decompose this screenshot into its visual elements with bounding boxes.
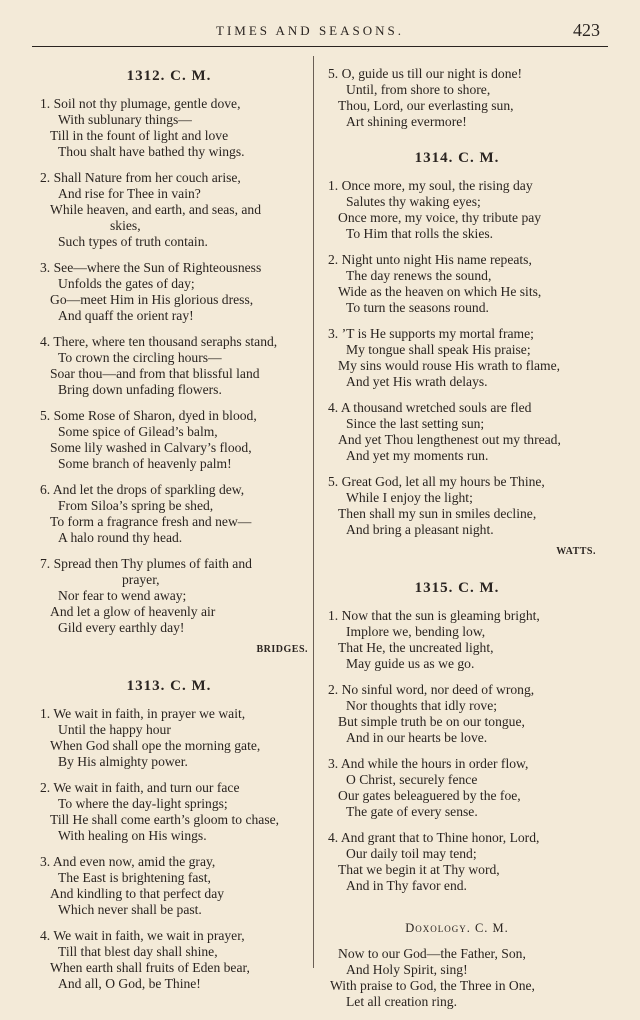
verse-line: Until, from shore to shore, bbox=[346, 82, 491, 97]
stanza bbox=[318, 252, 596, 316]
verse-line: Gild every earthly day! bbox=[58, 620, 185, 635]
verse-line: Till in the fount of light and love bbox=[50, 128, 229, 143]
verse-line: Salutes thy waking eyes; bbox=[346, 194, 481, 209]
verse-line: The gate of every sense. bbox=[346, 804, 478, 819]
verse-line: To crown the circling hours— bbox=[58, 350, 222, 365]
verse-line: 1. Now that the sun is gleaming bright, bbox=[328, 608, 540, 623]
verse-line: To where the day-light springs; bbox=[58, 796, 228, 811]
verse-line: Till that blest day shall shine, bbox=[58, 944, 218, 959]
verse-line: 4. We wait in faith, we wait in prayer, bbox=[40, 928, 245, 943]
verse-line: 4. A thousand wretched souls are fled bbox=[328, 400, 532, 415]
stanza bbox=[30, 556, 308, 636]
verse-line: And kindling to that perfect day bbox=[50, 886, 225, 901]
stanza bbox=[30, 928, 308, 992]
verse-line: When God shall ope the morning gate, bbox=[50, 738, 261, 753]
verse-line: skies, bbox=[110, 218, 141, 233]
verse-line: Let all creation ring. bbox=[346, 994, 457, 1009]
verse-line: 4. There, where ten thousand seraphs stand, bbox=[40, 334, 278, 349]
verse-line: Thou, Lord, our everlasting sun, bbox=[338, 98, 514, 113]
verse-line: That we begin it at Thy word, bbox=[338, 862, 500, 877]
stanza bbox=[30, 706, 308, 770]
left-column bbox=[30, 58, 308, 1002]
stanza bbox=[318, 608, 596, 672]
stanza bbox=[30, 334, 308, 398]
stanza bbox=[318, 66, 596, 130]
verse-line: Some lily washed in Calvary’s flood, bbox=[50, 440, 252, 455]
verse-line: And yet Thou lengthenest out my thread, bbox=[338, 432, 561, 447]
right-column bbox=[318, 58, 596, 1020]
verse-line: But simple truth be on our tongue, bbox=[338, 714, 525, 729]
verse-line: Our gates beleaguered by the foe, bbox=[338, 788, 521, 803]
stanza bbox=[30, 408, 308, 472]
verse-line: Nor fear to wend away; bbox=[58, 588, 187, 603]
verse-line: Till He shall come earth’s gloom to chase, bbox=[50, 812, 280, 827]
stanza bbox=[318, 178, 596, 242]
verse-line: Nor thoughts that idly rove; bbox=[346, 698, 498, 713]
verse-line: Implore we, bending low, bbox=[346, 624, 486, 639]
verse-line: 7. Spread then Thy plumes of faith and bbox=[40, 556, 252, 571]
verse-line: O Christ, securely fence bbox=[346, 772, 478, 787]
verse-line: When earth shall fruits of Eden bear, bbox=[50, 960, 250, 975]
verse-line: And Holy Spirit, sing! bbox=[346, 962, 468, 977]
verse-line: 2. Shall Nature from her couch arise, bbox=[40, 170, 241, 185]
verse-line: To Him that rolls the skies. bbox=[346, 226, 494, 241]
verse-line: And quaff the orient ray! bbox=[58, 308, 194, 323]
attribution-bridges: BRIDGES. bbox=[256, 644, 308, 655]
verse-line: 3. ’T is He supports my mortal frame; bbox=[328, 326, 534, 341]
verse-line: Some spice of Gilead’s balm, bbox=[58, 424, 218, 439]
verse-line: Since the last setting sun; bbox=[346, 416, 485, 431]
hymn-title-1315: 1315. C. M. bbox=[414, 580, 500, 596]
verse-line: From Siloa’s spring be shed, bbox=[58, 498, 214, 513]
verse-line: 5. O, guide us till our night is done! bbox=[328, 66, 523, 81]
verse-line: Thou shalt have bathed thy wings. bbox=[58, 144, 245, 159]
verse-line: Such types of truth contain. bbox=[58, 234, 208, 249]
verse-line: Then shall my sun in smiles decline, bbox=[338, 506, 537, 521]
verse-line: By His almighty power. bbox=[58, 754, 188, 769]
verse-line: The East is brightening fast, bbox=[58, 870, 211, 885]
verse-line: Which never shall be past. bbox=[58, 902, 202, 917]
verse-line: And let a glow of heavenly air bbox=[50, 604, 216, 619]
verse-line: Our daily toil may tend; bbox=[346, 846, 477, 861]
stanza bbox=[30, 854, 308, 918]
verse-line: Once more, my voice, thy tribute pay bbox=[338, 210, 542, 225]
verse-line: Until the happy hour bbox=[58, 722, 171, 737]
stanza bbox=[318, 830, 596, 894]
hymn-title-1313: 1313. C. M. bbox=[126, 678, 212, 694]
verse-line: 1. We wait in faith, in prayer we wait, bbox=[40, 706, 246, 721]
verse-line: Unfolds the gates of day; bbox=[58, 276, 195, 291]
verse-line: And in Thy favor end. bbox=[346, 878, 467, 893]
header-rule bbox=[32, 46, 608, 47]
stanza bbox=[30, 780, 308, 844]
hymn-title-1312: 1312. C. M. bbox=[126, 68, 212, 84]
verse-line: That He, the uncreated light, bbox=[338, 640, 494, 655]
stanza bbox=[318, 682, 596, 746]
verse-line: While heaven, and earth, and seas, and bbox=[50, 202, 261, 217]
verse-line: And bring a pleasant night. bbox=[346, 522, 494, 537]
verse-line: To form a fragrance fresh and new— bbox=[50, 514, 252, 529]
verse-line: My tongue shall speak His praise; bbox=[346, 342, 531, 357]
verse-line: And yet His wrath delays. bbox=[346, 374, 488, 389]
verse-line: 5. Great God, let all my hours be Thine, bbox=[328, 474, 545, 489]
column-divider bbox=[313, 56, 314, 968]
verse-line: And all, O God, be Thine! bbox=[58, 976, 201, 991]
verse-line: 2. We wait in faith, and turn our face bbox=[40, 780, 240, 795]
verse-line: My sins would rouse His wrath to flame, bbox=[338, 358, 561, 373]
attribution-watts: WATTS. bbox=[556, 546, 596, 557]
verse-line: 2. No sinful word, nor deed of wrong, bbox=[328, 682, 535, 697]
verse-line: With sublunary things— bbox=[58, 112, 192, 127]
stanza bbox=[318, 474, 596, 538]
verse-line: Now to our God—the Father, Son, bbox=[338, 946, 526, 961]
verse-line: 3. And even now, amid the gray, bbox=[40, 854, 216, 869]
verse-line: Bring down unfading flowers. bbox=[58, 382, 222, 397]
stanza bbox=[30, 96, 308, 160]
stanza bbox=[30, 170, 308, 250]
verse-line: 4. And grant that to Thine honor, Lord, bbox=[328, 830, 540, 845]
verse-line: 5. Some Rose of Sharon, dyed in blood, bbox=[40, 408, 257, 423]
verse-line: Art shining evermore! bbox=[346, 114, 467, 129]
page-number: 423 bbox=[573, 20, 600, 40]
page-header bbox=[0, 20, 640, 46]
doxology-stanza bbox=[318, 946, 596, 1010]
verse-line: With healing on His wings. bbox=[58, 828, 207, 843]
doxology-title: Doxology. C. M. bbox=[405, 921, 509, 935]
verse-line: prayer, bbox=[122, 572, 160, 587]
verse-line: And yet my moments run. bbox=[346, 448, 489, 463]
verse-line: With praise to God, the Three in One, bbox=[330, 978, 535, 993]
verse-line: Some branch of heavenly palm! bbox=[58, 456, 232, 471]
stanza bbox=[318, 400, 596, 464]
stanza bbox=[30, 260, 308, 324]
verse-line: The day renews the sound, bbox=[346, 268, 492, 283]
verse-line: A halo round thy head. bbox=[58, 530, 183, 545]
verse-line: 2. Night unto night His name repeats, bbox=[328, 252, 532, 267]
verse-line: 6. And let the drops of sparkling dew, bbox=[40, 482, 245, 497]
verse-line: While I enjoy the light; bbox=[346, 490, 473, 505]
verse-line: 1. Once more, my soul, the rising day bbox=[328, 178, 533, 193]
verse-line: May guide us as we go. bbox=[346, 656, 475, 671]
running-title: TIMES AND SEASONS. bbox=[216, 23, 404, 38]
verse-line: Go—meet Him in His glorious dress, bbox=[50, 292, 254, 307]
verse-line: 3. And while the hours in order flow, bbox=[328, 756, 529, 771]
stanza bbox=[30, 482, 308, 546]
verse-line: 1. Soil not thy plumage, gentle dove, bbox=[40, 96, 241, 111]
stanza bbox=[318, 756, 596, 820]
verse-line: And rise for Thee in vain? bbox=[58, 186, 201, 201]
stanza bbox=[318, 326, 596, 390]
verse-line: Wide as the heaven on which He sits, bbox=[338, 284, 542, 299]
hymn-title-1314: 1314. C. M. bbox=[414, 150, 500, 166]
verse-line: 3. See—where the Sun of Righteousness bbox=[40, 260, 262, 275]
verse-line: And in our hearts be love. bbox=[346, 730, 488, 745]
verse-line: To turn the seasons round. bbox=[346, 300, 489, 315]
verse-line: Soar thou—and from that blissful land bbox=[50, 366, 260, 381]
